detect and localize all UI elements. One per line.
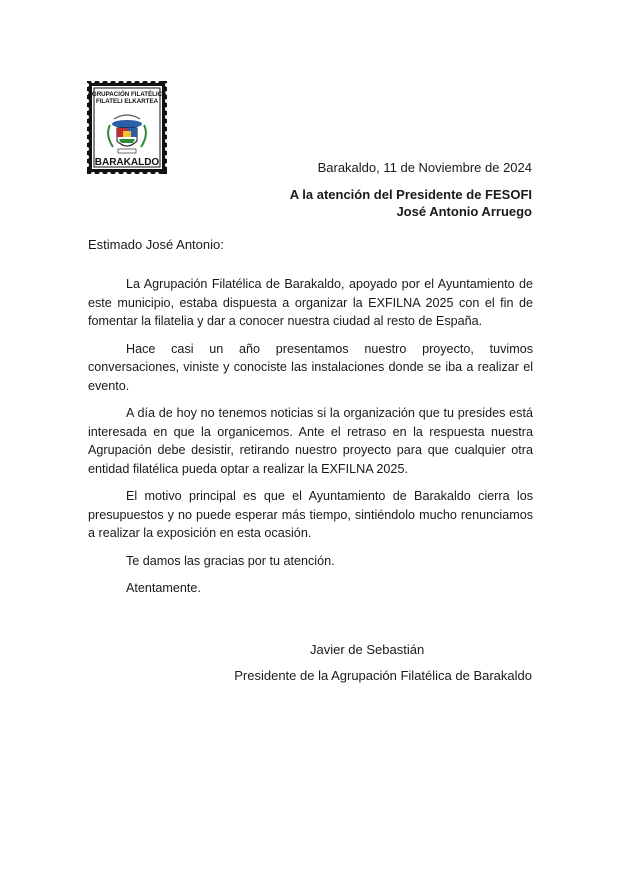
paragraph: El motivo principal es que el Ayuntamiento de Barakaldo cierra los presupuestos y no puede esperar más tiempo, sintiéndolo mucho renunciamos a realizar la exposición en esta ocasión.	[88, 489, 533, 540]
letter-date: Barakaldo, 11 de Noviembre de 2024	[317, 160, 532, 175]
closing: Atentamente.	[126, 581, 201, 595]
recipient-line-1: A la atención del Presidente de FESOFI	[289, 187, 532, 202]
recipient-block	[290, 186, 532, 220]
svg-text:BARAKALDO: BARAKALDO	[94, 157, 160, 168]
paragraph: A día de hoy no tenemos noticias si la organización que tu presides está interesada en que la organicemos. Ante el retraso en la respuesta nuestra Agrupación debe desistir, retirando nuestro proyecto para que cualquier otra entidad filatélica pueda optar a realizar la EXFILNA 2025.	[88, 406, 533, 476]
svg-text:FILATELI ELKARTEA: FILATELI ELKARTEA	[95, 98, 159, 105]
paragraph: Hace casi un año presentamos nuestro proyecto, tuvimos conversaciones, viniste y conociste las instalaciones donde se iba a realizar el evento.	[88, 341, 533, 393]
greeting: Estimado José Antonio:	[88, 237, 224, 252]
paragraph: La Agrupación Filatélica de Barakaldo, apoyado por el Ayuntamiento de este municipio, estaba dispuesta a organizar la EXFILNA 2025 con el fin de fomentar la filatelia y dar a conocer nuestra ciudad al resto de España.	[88, 277, 533, 328]
svg-text:AGRUPACIÓN FILATÉLICA: AGRUPACIÓN FILATÉLICA	[87, 91, 167, 98]
agrupacion-logo-icon	[85, 79, 169, 176]
recipient-line-2: José Antonio Arruego	[396, 204, 532, 219]
signature-title: Presidente de la Agrupación Filatélica de Barakaldo	[234, 668, 532, 683]
letter-body	[88, 275, 533, 607]
paragraph: Te damos las gracias por tu atención.	[126, 553, 335, 568]
signature-name: Javier de Sebastián	[310, 642, 425, 657]
